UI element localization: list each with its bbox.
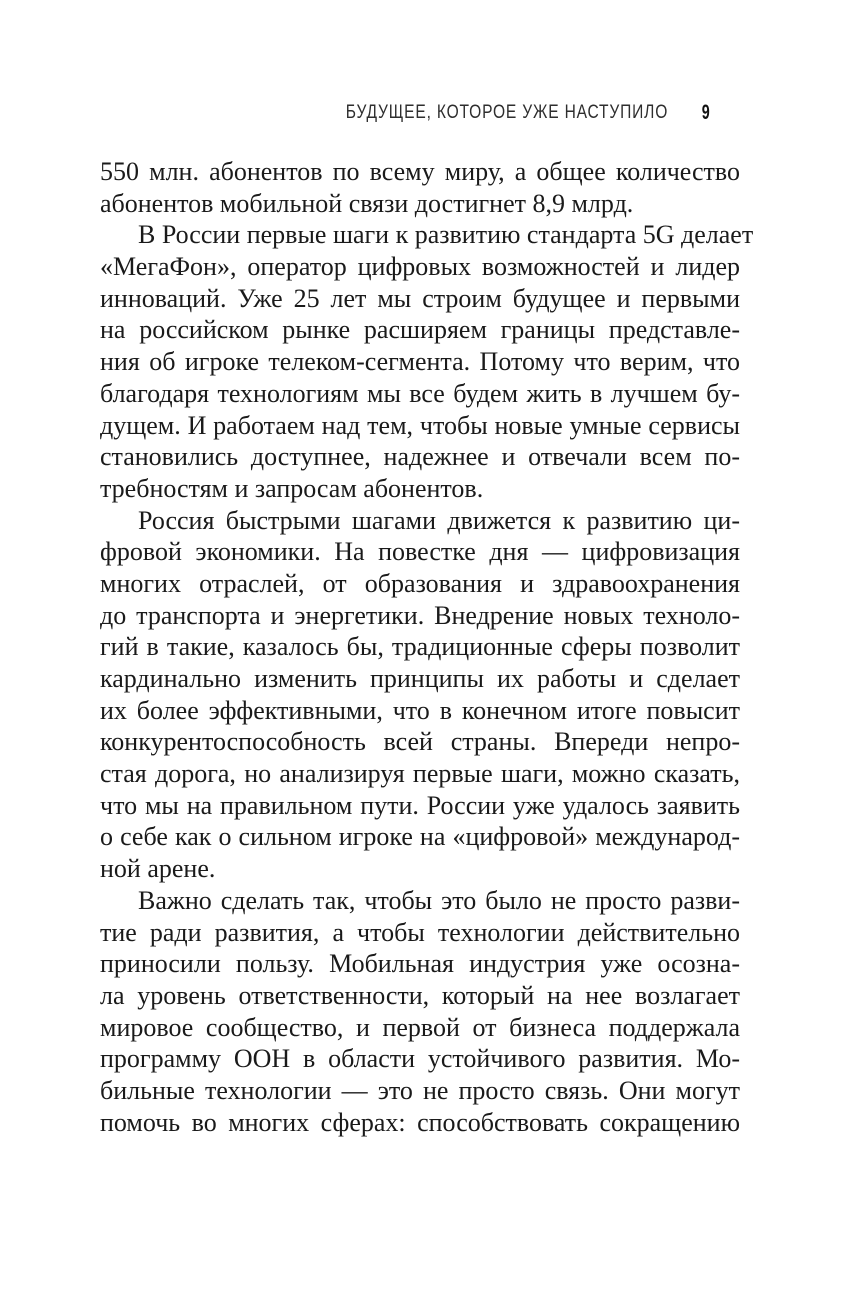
text-line: становились доступнее, надежнее и отвечали всем по- <box>100 442 740 472</box>
text-line: о себе как о сильном игроке на «цифровой» международ- <box>100 822 740 852</box>
paragraph <box>100 219 754 504</box>
text-line: фровой экономики. На повестке дня — цифровизация <box>100 537 740 567</box>
text-line: приносили пользу. Мобильная индустрия уже осозна- <box>100 949 740 979</box>
text-line: «МегаФон», оператор цифровых возможностей и лидер <box>100 252 740 282</box>
text-line: 550 млн. абонентов по всему миру, а общее количество <box>100 157 740 186</box>
text-line: Важно сделать так, чтобы это было не просто разви- <box>138 885 740 915</box>
text-line: мировое сообщество, и первой от бизнеса поддержала <box>100 1012 740 1042</box>
text-line: стая дорога, но анализируя первые шаги, можно сказать, <box>100 759 740 789</box>
text-line: что мы на правильном пути. России уже удалось заявить <box>100 790 740 820</box>
text-line: требностям и запросам абонентов. <box>100 473 484 503</box>
text-line: абонентов мобильной связи достигнет 8,9 млрд. <box>100 188 634 218</box>
text-line: на российском рынке расширяем границы представле- <box>100 315 740 345</box>
text-line: инноваций. Уже 25 лет мы строим будущее и первыми <box>100 283 740 313</box>
paragraph <box>100 156 740 219</box>
text-line: бильные технологии — это не просто связь. Они могут <box>100 1075 740 1105</box>
text-line: Россия быстрыми шагами движется к развитию ци- <box>138 505 740 535</box>
text-line: ния об игроке телеком-сегмента. Потому что верим, что <box>100 347 740 377</box>
text-line: гий в такие, казалось бы, традиционные сферы позволит <box>100 632 740 662</box>
text-line: их более эффективными, что в конечном итоге повысит <box>100 695 740 725</box>
page-header <box>0 100 844 124</box>
text-line: кардинально изменить принципы их работы и сделает <box>100 664 740 693</box>
body-text <box>100 156 754 1138</box>
paragraph <box>100 885 740 1139</box>
running-title: БУДУЩЕЕ, КОТОРОЕ УЖЕ НАСТУПИЛО <box>345 102 668 123</box>
text-line: тие ради развития, а чтобы технологии действительно <box>100 917 740 947</box>
text-line: программу ООН в области устойчивого развития. Мо- <box>100 1044 740 1074</box>
page-number: 9 <box>702 101 710 124</box>
text-line: многих отраслей, от образования и здравоохранения <box>100 568 740 598</box>
paragraph <box>100 505 740 885</box>
text-line: до транспорта и энергетики. Внедрение новых техноло- <box>100 600 740 630</box>
text-line: В России первые шаги к развитию стандарта 5G делает <box>138 220 754 250</box>
text-line: ной арене. <box>100 854 216 884</box>
text-line: ла уровень ответственности, который на нее возлагает <box>100 980 740 1010</box>
text-line: конкурентоспособность всей страны. Впереди непро- <box>100 727 740 757</box>
text-line: благодаря технологиям мы все будем жить в лучшем бу- <box>100 378 740 408</box>
text-line: помочь во многих сферах: способствовать сокращению <box>100 1107 740 1137</box>
text-line: дущем. И работаем над тем, чтобы новые умные сервисы <box>100 410 740 440</box>
